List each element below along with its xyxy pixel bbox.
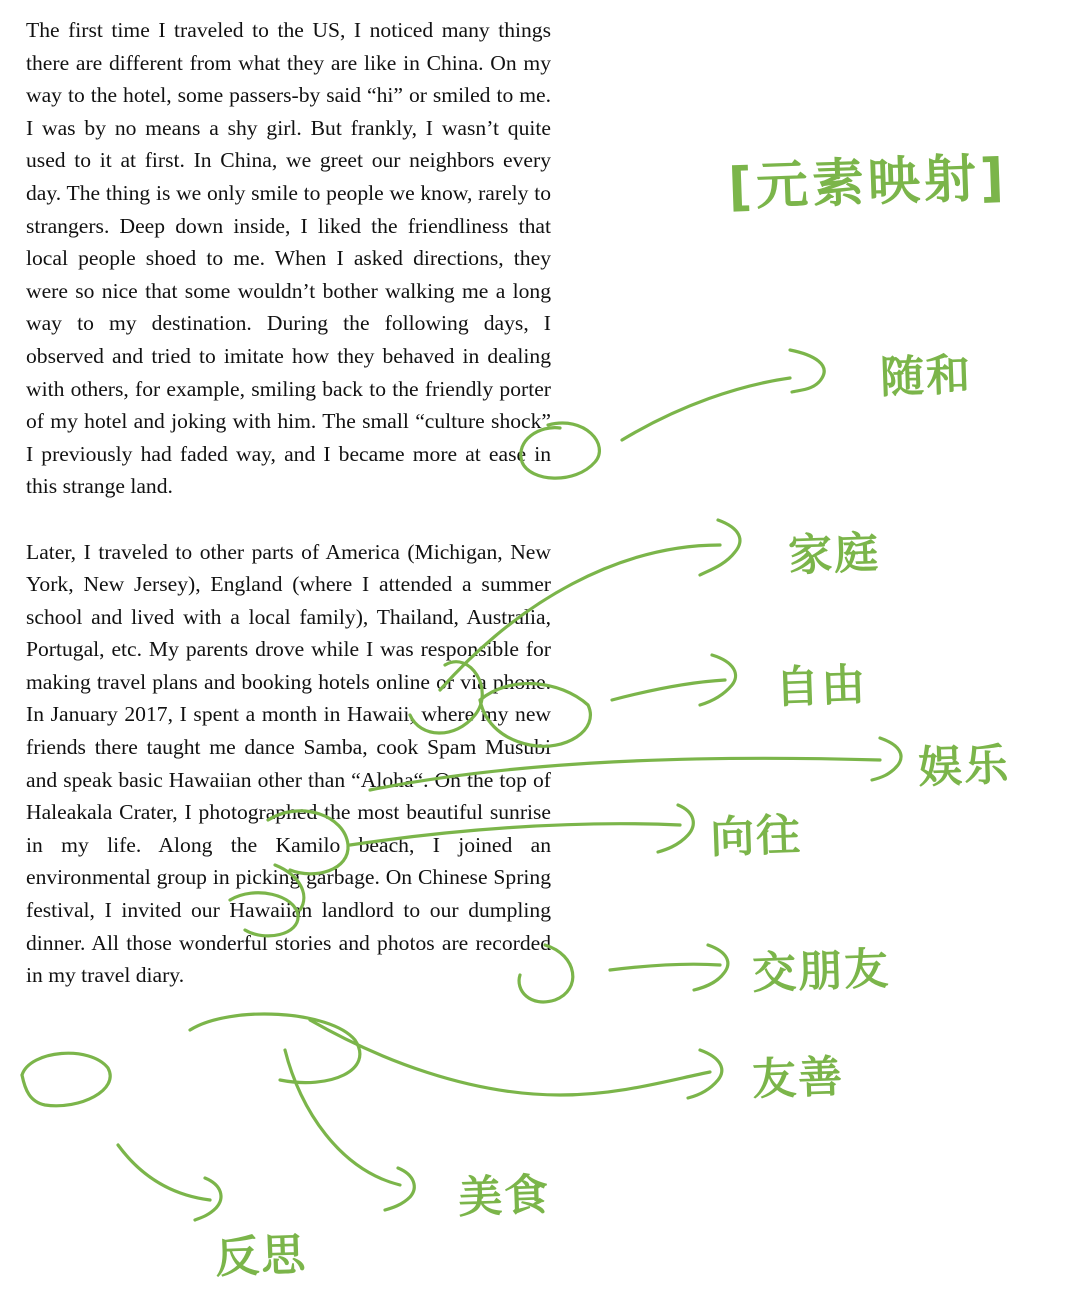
arrow-ziyou-line: [612, 680, 725, 700]
arrow-suihe-line: [622, 378, 790, 440]
circle-stories: [22, 1053, 110, 1106]
arrow-ziyou-head: [700, 655, 736, 705]
note-ziyou: 自由: [774, 659, 869, 714]
arrow-youshan-head: [688, 1050, 722, 1098]
note-jiating: 家庭: [787, 527, 882, 582]
arrow-jiaoyou-line: [610, 964, 720, 970]
arrow-jiaoyou-head: [694, 945, 728, 990]
arrow-fansi-line: [118, 1145, 210, 1200]
arrow-youshan-line: [310, 1020, 710, 1095]
arrow-suihe-head: [790, 350, 824, 392]
note-yule: 娱乐: [917, 739, 1012, 794]
essay-text: [26, 14, 551, 992]
arrow-yule-head: [872, 738, 901, 780]
arrow-xiangwang-head: [658, 805, 693, 852]
paragraph-1: The first time I traveled to the US, I noticed many things there are different from what they are like in China. On my way to the hotel, some passers-by said “hi” or smiled to me. I was by no means a shy girl. But frankly, I wasn’t quite used to it at first. In China, we greet our neighbors every day. The thing is we only smile to people we know, rarely to strangers. Deep down inside, I liked the friendliness that local people shoed to me. When I asked directions, they were so nice that some wouldn’t bother walking me a long way to my destination. During the following days, I observed and tried to imitate how they behaved in dealing with others, for example, smiling back to the friendly porter of my hotel and joking with him. The small “culture shock” I previously had faded way, and I became more at ease in this strange land.: [26, 18, 551, 499]
arrow-meishi-head: [385, 1168, 414, 1210]
arrow-jiating-head: [700, 520, 740, 575]
arrow-fansi-head: [195, 1178, 221, 1220]
note-meishi: 美食: [457, 1169, 552, 1224]
note-xiangwang: 向往: [709, 809, 804, 864]
circle-dinner: [190, 1014, 360, 1083]
paragraph-2: Later, I traveled to other parts of America (Michigan, New York, New Jersey), England (where I attended a summer school and lived with a local family), Thailand, Australia, Portugal, etc. My parents drove while I was responsible for making travel plans and booking hotels online or via phone. In January 2017, I spent a month in Hawaii, where my new friends there taught me dance Samba, cook Spam Musubi and speak basic Hawaiian other than “Aloha“. On the top of Haleakala Crater, I photographed the most beautiful sunrise in my life. Along the Kamilo beach, I joined an environmental group in picking garbage. On Chinese Spring festival, I invited our Hawaiian landlord to our dumpling dinner. All those wonderful stories and photos are recorded in my travel diary.: [26, 539, 551, 988]
note-title: [元素映射]: [727, 148, 1009, 218]
note-jiaoyou: 交朋友: [751, 943, 892, 1000]
arrow-meishi-line: [285, 1050, 400, 1185]
note-fansi: 反思: [214, 1229, 309, 1284]
note-suihe: 随和: [879, 349, 974, 404]
note-youshan: 友善: [751, 1051, 846, 1106]
